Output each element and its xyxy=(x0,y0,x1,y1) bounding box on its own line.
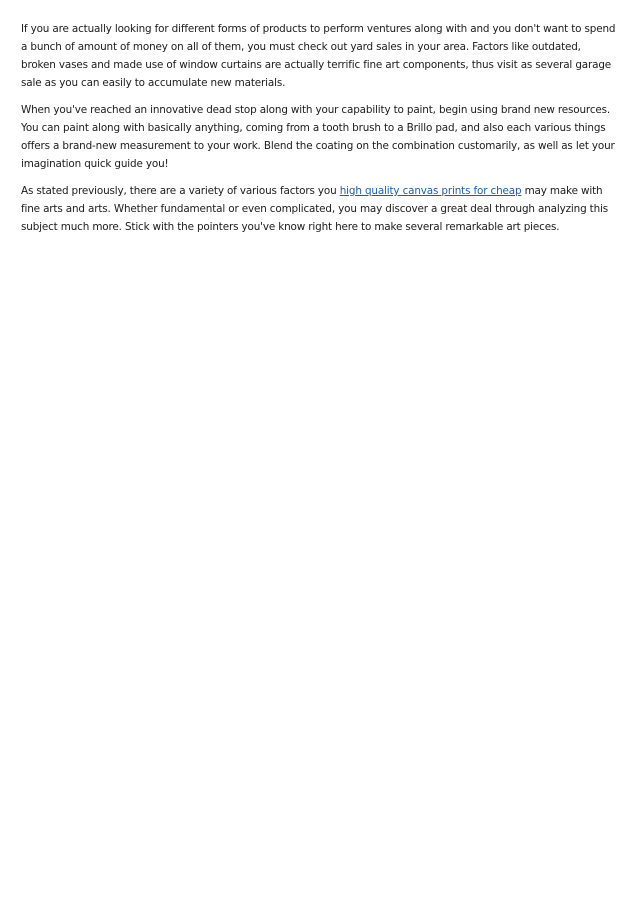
paragraph-conclusion xyxy=(21,182,618,236)
document-body xyxy=(21,20,618,245)
paragraph-new-resources: When you've reached an innovative dead stop along with your capability to paint, begin using brand new resources. You can paint along with basically anything, coming from a tooth brush to a Brillo pad, and also each various things offers a brand-new measurement to your work. Blend the coating on the combination customarily, as well as let your imagination quick guide you! xyxy=(21,104,615,170)
paragraph-conclusion-before: As stated previously, there are a variety of various factors you xyxy=(21,185,340,197)
paragraph-yard-sales: If you are actually looking for different forms of products to perform ventures along with and you don't want to spend a bunch of amount of money on all of them, you must check out yard sales in your area. Factors like outdated, broken vases and made use of window curtains are actually terrific fine art components, thus visit as several garage sale as you can easily to accumulate new materials. xyxy=(21,23,616,89)
paragraph-conclusion-after: may make with fine arts and arts. Whether fundamental or even complicated, you may discover a great deal through analyzing this subject much more. Stick with the pointers you've know right here to make several remarkable art pieces. xyxy=(21,185,609,233)
canvas-prints-link[interactable]: high quality canvas prints for cheap xyxy=(339,185,522,197)
